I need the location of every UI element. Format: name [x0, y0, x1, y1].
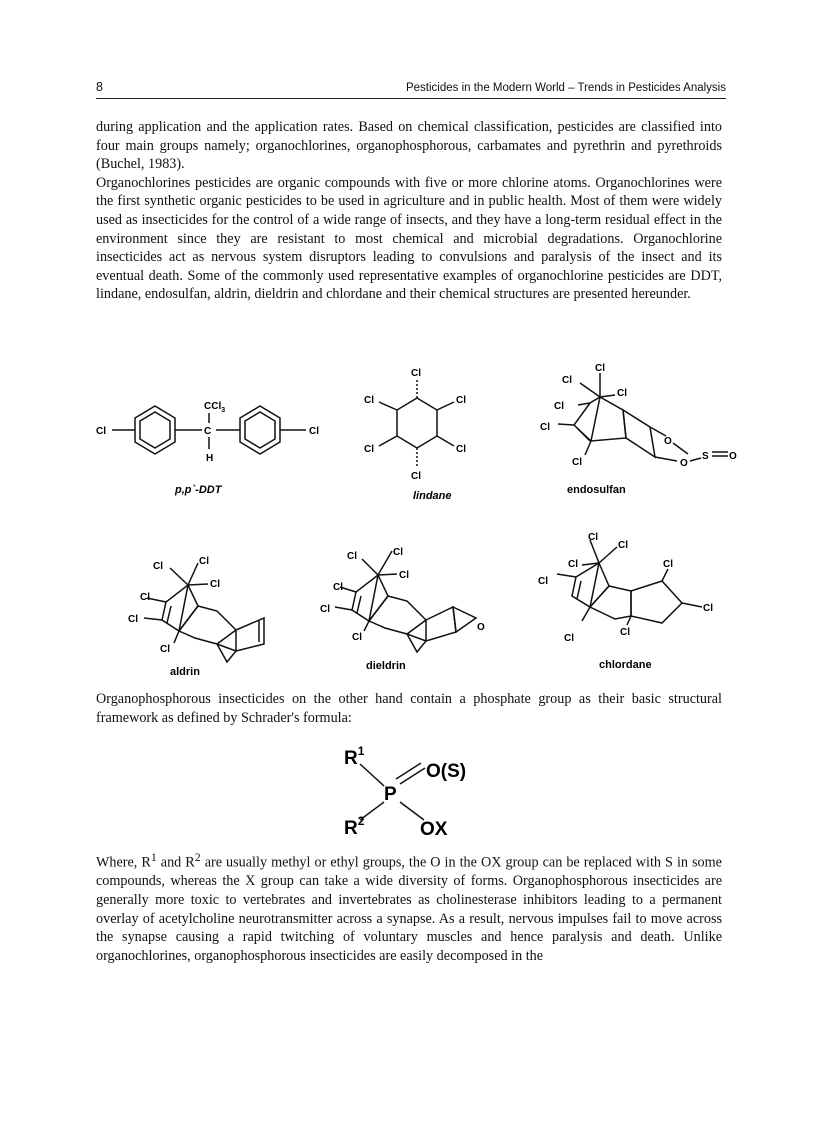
endosulfan-s: S: [702, 451, 709, 462]
chlordane-cl-6: Cl: [620, 627, 630, 638]
p4-t1: Where, R: [96, 854, 151, 871]
organochlorine-structures-figure: [80, 355, 736, 685]
endosulfan-o-3: O: [729, 451, 737, 462]
running-title: Pesticides in the Modern World – Trends in Pesticides Analysis: [405, 82, 726, 94]
chlordane-label: chlordane: [599, 659, 652, 671]
dieldrin-o: O: [477, 622, 485, 633]
schrader-os: O(S): [426, 761, 467, 782]
schrader-r2-letter: R: [344, 818, 358, 839]
endosulfan-cl-5: Cl: [540, 422, 550, 433]
schrader-r2: [344, 814, 365, 839]
paragraph-2: Organochlorines pesticides are organic compounds with five or more chlorine atoms. Organochlorines were the first synthetic organic pesticides to be used in agriculture and in public health. Most of them were widely used as insecticides for the control of a wide range of insects, and they have a long-term residual effect in the environment since they are resistant to most chemical and microbial degradations. Organochlorine insecticides act as nervous system disruptors leading to convulsions and paralysis of the insect and its eventual death. Some of the commonly used representative examples of organochlorine pesticides are DDT, lindane, endosulfan, aldrin, dieldrin and chlordane and their chemical structures are presented hereunder.: [96, 174, 722, 303]
aldrin-structure: [128, 556, 264, 678]
ddt-cl-left: Cl: [96, 426, 106, 437]
lindane-structure: [364, 368, 466, 502]
schrader-formula: [330, 740, 490, 840]
dieldrin-cl-4: Cl: [333, 582, 343, 593]
schrader-p: P: [384, 784, 397, 805]
paragraph-op-body: [96, 848, 722, 965]
lindane-cl-lower-left: Cl: [364, 444, 374, 455]
endosulfan-cl-4: Cl: [554, 401, 564, 412]
aldrin-cl-4: Cl: [140, 592, 150, 603]
chlordane-cl-2: Cl: [618, 540, 628, 551]
aldrin-cl-5: Cl: [128, 614, 138, 625]
aldrin-label: aldrin: [170, 666, 200, 678]
ddt-cl-right: Cl: [309, 426, 319, 437]
dieldrin-structure: [320, 547, 485, 672]
endosulfan-cl-3: Cl: [617, 388, 627, 399]
ddt-h: H: [206, 453, 214, 464]
endosulfan-o-1: O: [664, 436, 672, 447]
ddt-ccl3-main: CCl: [204, 401, 222, 412]
ddt-c: C: [204, 426, 212, 437]
dieldrin-label: dieldrin: [366, 660, 406, 672]
schrader-r1-letter: R: [344, 748, 358, 769]
endosulfan-cl-2: Cl: [562, 375, 572, 386]
ddt-label: p,p`-DDT: [175, 484, 222, 496]
dieldrin-cl-6: Cl: [352, 632, 362, 643]
paragraph-3: Organophosphorous insecticides on the other hand contain a phosphate group as their basic structural framework as defined by Schrader's formula:: [96, 691, 722, 726]
chlordane-cl-3: Cl: [568, 559, 578, 570]
aldrin-cl-6: Cl: [160, 644, 170, 655]
endosulfan-o-2: O: [680, 458, 688, 469]
lindane-label: lindane: [413, 490, 452, 502]
schrader-r1-sup: 1: [357, 744, 365, 758]
aldrin-cl-2: Cl: [153, 561, 163, 572]
endosulfan-structure: [540, 363, 737, 496]
aldrin-cl-1: Cl: [199, 556, 209, 567]
page-number: 8: [96, 80, 103, 94]
schrader-formula-svg: [330, 740, 490, 840]
page-header: [96, 78, 726, 99]
p4-t3: are usually methyl or ethyl groups, the O in the OX group can be replaced with S in some compounds, whereas the X group can take a wide diversity of forms. Organophosphorous insecticides are generally more toxic to vertebrates and invertebrates as cholinesterase inhibitors leading to a permanent overlay of acetylcholine neurotransmitter across a synapse. As a result, nervous impulses fail to move across the synapse causing a rapid twitching of voluntary muscles and hence paralysis and death. Unlike organochlorines, organophosphorous insecticides are easily decomposed in the: [96, 854, 722, 964]
chlordane-cl-1: Cl: [588, 532, 598, 543]
chlordane-cl-8: Cl: [703, 603, 713, 614]
aldrin-cl-3: Cl: [210, 579, 220, 590]
dieldrin-cl-5: Cl: [320, 604, 330, 615]
p4-t2: and R: [156, 854, 195, 871]
chlordane-cl-4: Cl: [538, 576, 548, 587]
chlordane-structure: [538, 532, 713, 671]
lindane-cl-bottom: Cl: [411, 471, 421, 482]
paragraph-1: during application and the application rates. Based on chemical classification, pesticides are classified into four main groups namely; organochlorines, organophosphorous, carbamates and pyrethrin and pyrethroids (Buchel, 1983).: [96, 119, 722, 173]
endosulfan-cl-top: Cl: [595, 363, 605, 374]
p4-sup2: 2: [194, 850, 201, 864]
chlordane-cl-5: Cl: [564, 633, 574, 644]
paragraph-4: [96, 848, 722, 965]
endosulfan-label: endosulfan: [567, 484, 626, 496]
dieldrin-cl-3: Cl: [399, 570, 409, 581]
chlordane-cl-7: Cl: [663, 559, 673, 570]
schrader-ox: OX: [420, 819, 448, 840]
paragraph-op-intro: [96, 690, 722, 727]
ddt-ccl3-sub: 3: [221, 407, 226, 414]
endosulfan-cl-6: Cl: [572, 457, 582, 468]
lindane-cl-upper-left: Cl: [364, 395, 374, 406]
lindane-cl-lower-right: Cl: [456, 444, 466, 455]
lindane-cl-upper-right: Cl: [456, 395, 466, 406]
structures-svg: [80, 355, 736, 685]
schrader-r2-sup: 2: [357, 814, 365, 828]
ddt-ccl3: [204, 401, 225, 414]
dieldrin-cl-1: Cl: [393, 547, 403, 558]
paragraph-intro: [96, 118, 722, 304]
ddt-structure: [96, 401, 319, 496]
dieldrin-cl-2: Cl: [347, 551, 357, 562]
lindane-cl-top: Cl: [411, 368, 421, 379]
p4-sup1: 1: [150, 850, 157, 864]
